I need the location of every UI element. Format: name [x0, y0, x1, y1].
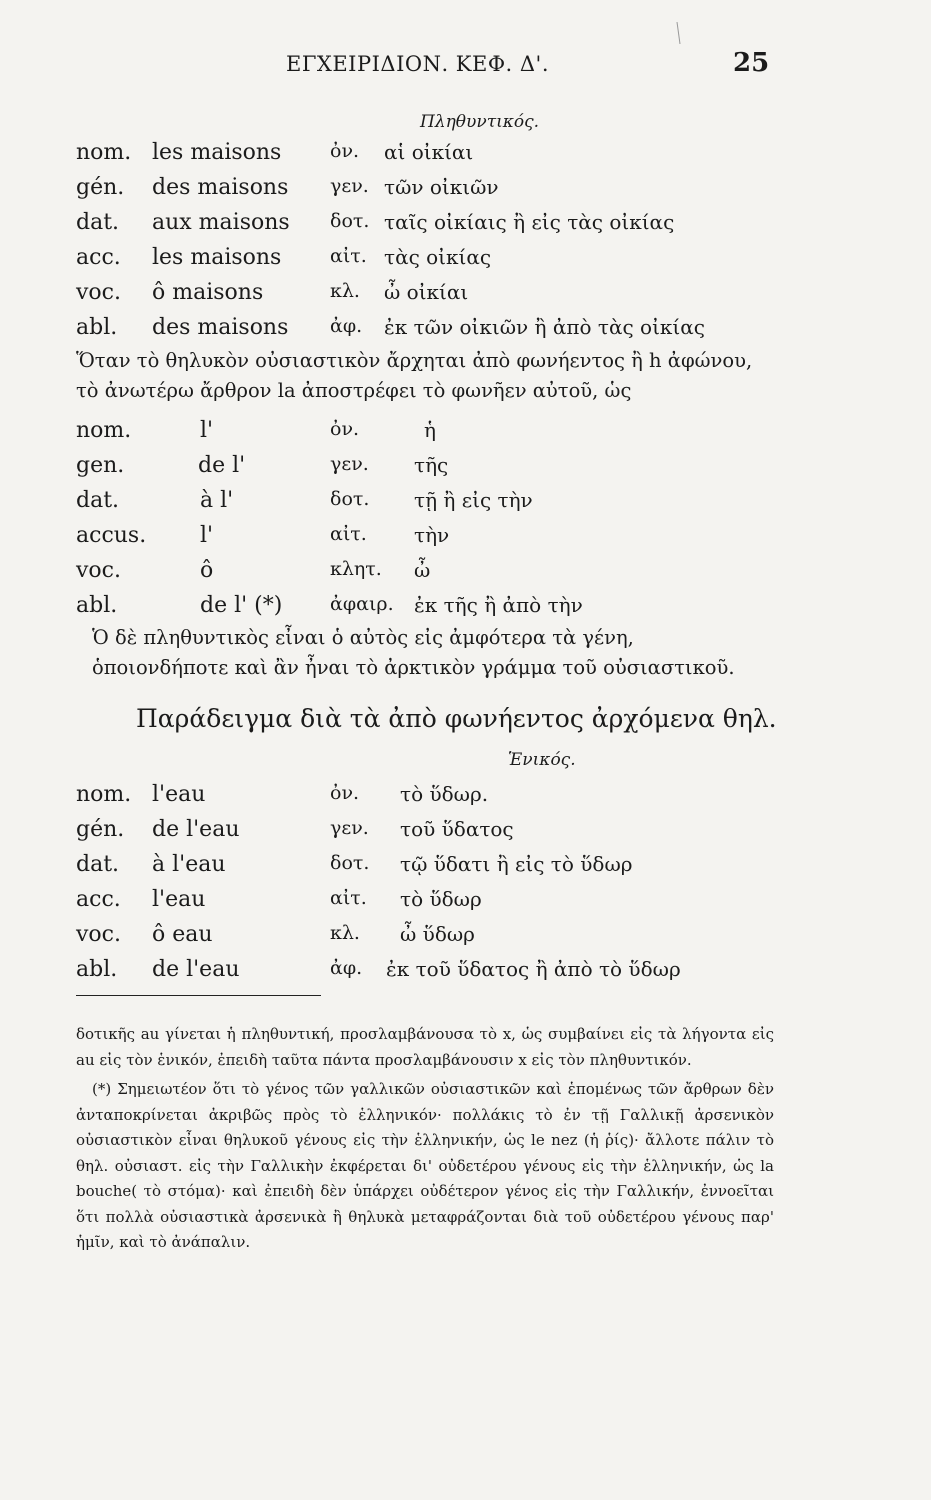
greek-case-abbr: αἰτ. — [330, 523, 367, 545]
table-row — [0, 453, 931, 487]
greek-form: τοῦ ὕδατος — [400, 817, 514, 841]
table-row — [0, 852, 931, 886]
table-row — [0, 817, 931, 851]
table-row — [0, 175, 931, 209]
table-row — [0, 922, 931, 956]
greek-case-abbr: δοτ. — [330, 852, 370, 874]
footnote-rule — [76, 995, 321, 996]
footnote-continuation: δοτικῆς au γίνεται ἡ πληθυντική, προσλαμβάνουσα τὸ x, ὡς συμβαίνει εἰς τὰ λήγοντα εἰς au εἰς τὸν ἑνικόν, ἐπειδὴ ταῦτα πάντα προσλαμβάνουσιν x εἰς τὸν πληθυντικόν. — [76, 1025, 774, 1069]
french-form: aux maisons — [152, 210, 290, 235]
table-row — [0, 245, 931, 279]
table-row — [0, 957, 931, 991]
greek-form: ὦ οἰκίαι — [384, 280, 469, 304]
greek-case-abbr: γεν. — [330, 453, 369, 475]
table-row — [0, 523, 931, 557]
french-form: de l'eau — [152, 957, 240, 982]
french-form: l' — [200, 418, 214, 443]
french-form: l'eau — [152, 782, 206, 807]
case-label: gén. — [76, 175, 125, 200]
french-form: à l' — [200, 488, 234, 513]
table-row — [0, 315, 931, 349]
greek-form: τὸ ὕδωρ. — [400, 782, 489, 806]
table-row — [0, 418, 931, 452]
greek-form: ἐκ τῆς ἢ ἀπὸ τὴν — [414, 593, 583, 617]
table-row — [0, 210, 931, 244]
greek-case-abbr: κλ. — [330, 922, 360, 944]
french-form: les maisons — [152, 140, 282, 165]
french-form: de l' (*) — [200, 593, 283, 618]
greek-form: ὦ — [414, 558, 431, 582]
greek-case-abbr: ἀφ. — [330, 957, 363, 979]
greek-form: ταῖς οἰκίαις ἢ εἰς τὰς οἰκίας — [384, 210, 675, 234]
case-label: voc. — [76, 280, 121, 305]
greek-form: ἐκ τοῦ ὕδατος ἢ ἀπὸ τὸ ὕδωρ — [386, 957, 681, 981]
greek-form: τὸ ὕδωρ — [400, 887, 482, 911]
greek-form: τῶν οἰκιῶν — [384, 175, 499, 199]
greek-form: τῇ ἢ εἰς τὴν — [414, 488, 533, 512]
greek-case-abbr: αἰτ. — [330, 887, 367, 909]
case-label: nom. — [76, 782, 132, 807]
case-label: voc. — [76, 922, 121, 947]
greek-form: αἱ οἰκίαι — [384, 140, 474, 164]
greek-case-abbr: ὀν. — [330, 782, 360, 804]
case-label: nom. — [76, 418, 132, 443]
page-number: 25 — [733, 48, 770, 78]
greek-case-abbr: κλητ. — [330, 558, 382, 580]
french-form: les maisons — [152, 245, 282, 270]
table-row — [0, 488, 931, 522]
case-label: abl. — [76, 315, 118, 340]
example-heading: Παράδειγμα διὰ τὰ ἀπὸ φωνήεντος ἀρχόμενα θηλ. — [136, 704, 777, 733]
case-label: gen. — [76, 453, 125, 478]
intro-paragraph: Ὅταν τὸ θηλυκὸν οὐσιαστικὸν ἄρχηται ἀπὸ φωνήεντος ἢ h ἀφώνου, τὸ ἀνωτέρω ἄρθρον la ἀποστρέφει τὸ φωνῆεν αὐτοῦ, ὡς — [76, 349, 753, 402]
table-row — [0, 593, 931, 627]
case-label: voc. — [76, 558, 121, 583]
french-form: ô eau — [152, 922, 213, 947]
french-form: ô maisons — [152, 280, 264, 305]
french-form: des maisons — [152, 175, 289, 200]
pencil-mark — [676, 22, 681, 44]
greek-form: ἐκ τῶν οἰκιῶν ἢ ἀπὸ τὰς οἰκίας — [384, 315, 705, 339]
greek-case-abbr: ὀν. — [330, 140, 360, 162]
greek-form: τὰς οἰκίας — [384, 245, 492, 269]
table-row — [0, 280, 931, 314]
greek-form: τὴν — [414, 523, 450, 547]
singular-label: Ἑνικός. — [508, 750, 576, 770]
case-label: abl. — [76, 593, 118, 618]
table-row — [0, 782, 931, 816]
french-form: des maisons — [152, 315, 289, 340]
french-form: ô — [200, 558, 214, 583]
greek-case-abbr: ὀν. — [330, 418, 360, 440]
case-label: accus. — [76, 523, 147, 548]
greek-case-abbr: γεν. — [330, 817, 369, 839]
french-form: à l'eau — [152, 852, 226, 877]
running-header: ΕΓΧΕΙΡΙΔΙΟΝ. ΚΕΦ. Δ'. — [286, 52, 550, 76]
table-row — [0, 887, 931, 921]
case-label: acc. — [76, 887, 121, 912]
greek-form: τῆς — [414, 453, 449, 477]
table-row — [0, 140, 931, 174]
french-form: de l' — [198, 453, 246, 478]
case-label: dat. — [76, 852, 120, 877]
greek-form: τῷ ὕδατι ἢ εἰς τὸ ὕδωρ — [400, 852, 633, 876]
case-label: dat. — [76, 488, 120, 513]
plural-label: Πληθυντικός. — [420, 112, 540, 132]
case-label: abl. — [76, 957, 118, 982]
case-label: acc. — [76, 245, 121, 270]
plural-note: Ὁ δὲ πληθυντικὸς εἶναι ὁ αὐτὸς εἰς ἀμφότερα τὰ γένη, ὁποιονδήποτε καὶ ἂν ἦναι τὸ ἀρκτικὸν γράμμα τοῦ οὐσιαστικοῦ. — [92, 626, 735, 679]
greek-case-abbr: ἀφ. — [330, 315, 363, 337]
french-form: l' — [200, 523, 214, 548]
case-label: dat. — [76, 210, 120, 235]
greek-case-abbr: ἀφαιρ. — [330, 593, 394, 615]
table-row — [0, 558, 931, 592]
greek-case-abbr: κλ. — [330, 280, 360, 302]
footnote-star: (*) Σημειωτέον ὅτι τὸ γένος τῶν γαλλικῶν οὐσιαστικῶν καὶ ἑπομένως τῶν ἄρθρων δὲν ἀνταποκρίνεται ἀκριβῶς πρὸς τὸ ἑλληνικόν· πολλάκις τὸ ἐν τῇ Γαλλικῇ ἀρσενικὸν οὐσιαστικὸν εἶναι θηλυκοῦ γένους εἰς τὴν ἑλληνικήν, ὡς le nez (ἡ ῥίς)· ἄλλοτε πάλιν τὸ θηλ. οὐσιαστ. εἰς τὴν Γαλλικὴν ἐκφέρεται δι' οὐδετέρου γένους εἰς τὴν ἑλληνικήν, ὡς la bouche( τὸ στόμα)· καὶ ἐπειδὴ δὲν ὑπάρχει οὐδέτερον γένος εἰς τὴν Γαλλικήν, ἐννοεῖται ὅτι πολλὰ οὐσιαστικὰ ἀρσενικὰ ἢ θηλυκὰ μεταφράζονται διὰ τοῦ οὐδετέρου γένους παρ' ἡμῖν, καὶ τὸ ἀνάπαλιν. — [76, 1080, 774, 1251]
footnotes — [76, 1022, 774, 1256]
greek-form: ἡ — [424, 418, 436, 442]
case-label: nom. — [76, 140, 132, 165]
greek-form: ὦ ὕδωρ — [400, 922, 475, 946]
greek-case-abbr: δοτ. — [330, 488, 370, 510]
french-form: de l'eau — [152, 817, 240, 842]
greek-case-abbr: δοτ. — [330, 210, 370, 232]
french-form: l'eau — [152, 887, 206, 912]
greek-case-abbr: αἰτ. — [330, 245, 367, 267]
greek-case-abbr: γεν. — [330, 175, 369, 197]
case-label: gén. — [76, 817, 125, 842]
